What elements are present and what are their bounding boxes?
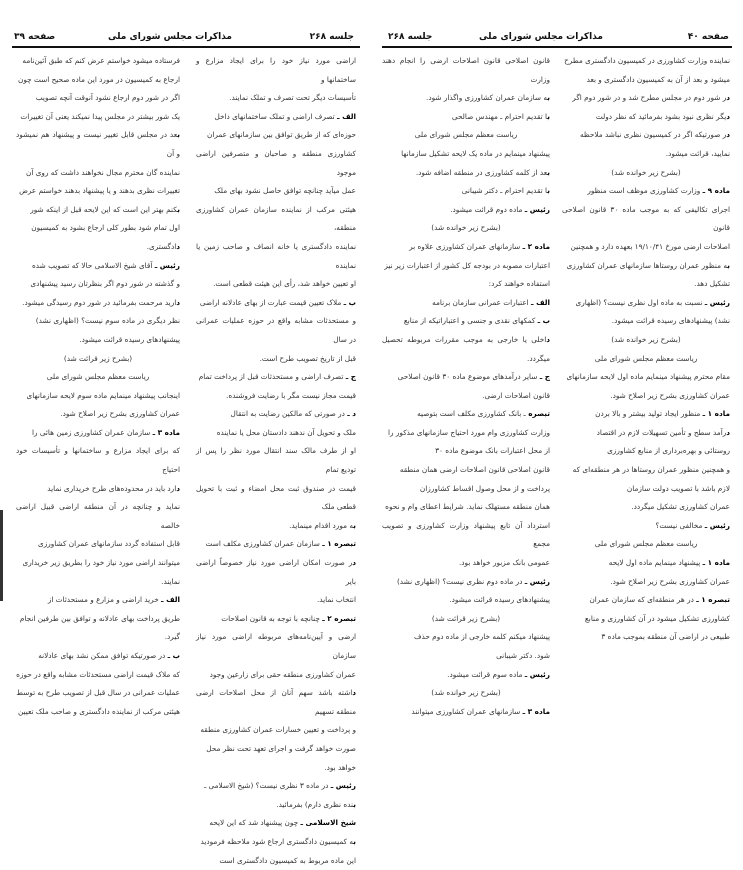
text-line: نمایند. — [161, 576, 180, 586]
text-line: پرداخت و از محل وصول اقساط کشاورزان — [419, 483, 550, 493]
text-line: وزارت کشاورزی وام مورد احتیاج سازمانهای مذکور را — [388, 427, 550, 437]
text-line: اینجانب پیشنهاد مینمایم ماده سوم لایحه سازمانهای — [26, 390, 180, 400]
text-line: عمران کشاورزی تشکیل میگردد. — [631, 502, 730, 512]
text-line: استرداد آن تابع پیشنهاد وزارت کشاورزی و تصویب مجمع — [382, 520, 550, 549]
text-line: رئیس ـ نسبت به ماده اول نظری نیست؟ (اظهاری — [575, 297, 730, 307]
text-line: در صورتیکه اگر در کمیسیون نظری نباشد ملاحظه — [579, 130, 730, 140]
text-line: گیرد. — [164, 632, 180, 642]
text-line: با تقدیم احترام ـ مهندس صالحی — [451, 111, 550, 121]
text-line: فرستاده میشود خواستم عرض کنم که طبق آئین‌نامه — [22, 56, 180, 65]
text-line: تبصره ۲ ـ چنانچه با توجه به قانون اصلاحات — [221, 613, 356, 623]
text-line: رئیس ـ مخالفی نیست؟ — [655, 520, 730, 530]
text-line: (بشرح زیر قرائت شد) — [63, 353, 133, 363]
text-line: ریاست معظم مجلس شورای ملی — [46, 372, 150, 382]
text-line: بکنم بهتر این است که این لایحه قبل از اینکه شور — [30, 204, 180, 214]
text-line: و همچنین منظور عمران روستاها در هر منطقه‌ای که — [572, 465, 730, 475]
left-page-title: مذاکرات مجلس شورای ملی — [107, 32, 232, 42]
text-line: عمومی بانک مزبور خواهد بود. — [458, 558, 550, 568]
text-line: کشاورزی منطقه و صاحبان و متصرفین اراضی موجود — [196, 148, 356, 177]
text-line: قیمت در صندوق ثبت محل امضاء و ثبت با تحویل قطعی ملک — [196, 483, 356, 512]
left-page-header — [0, 32, 372, 46]
text-line: قانون اصلاحی قانون اصلاحات ارضی همان منطقه — [399, 465, 550, 475]
text-line: بعد از کلمه کشاورزی در منطقه اضافه شود. — [415, 167, 550, 177]
text-line: ریاست معظم مجلس شورای ملی — [414, 130, 518, 140]
right-page-title: مذاکرات مجلس شورای ملی — [478, 32, 603, 42]
text-line: تغییرات نظری بدهند و یا پیشنهاد بدهند خواستم عرض — [19, 186, 180, 196]
text-line: دارید مرحمت بفرمائید در شور دوم رسیدگی میشود. — [22, 297, 180, 307]
text-line: ب ـ کمکهای نقدی و جنسی و اعتباراتیکه از منابع — [403, 316, 550, 326]
text-line: شیخ الاسلامی ـ چون پیشنهاد شد که این لایحه — [209, 818, 356, 828]
text-line: شود. دکتر شیبانی — [496, 651, 550, 660]
text-line: حوزه‌ای که از طریق توافق بین سازمانهای عمران — [207, 130, 356, 140]
text-line: (بشرح زیر خوانده شد) — [431, 688, 501, 698]
text-line: (بشرح زیر قرائت شد) — [431, 613, 501, 623]
text-line: قابل استفاده گردد سازمانهای عمران کشاورزی — [38, 539, 180, 549]
text-line: ماده ۳ ـ سازمان عمران کشاورزی زمین هائی را — [31, 427, 180, 437]
text-line: ارضی و آیین‌نامه‌های مربوطه اراضی مورد نیاز سازمان — [196, 632, 356, 660]
text-line: د ـ در صورتی که مالکین رضایت به انتقال — [230, 409, 356, 419]
text-line: ج ـ سایر درآمدهای موضوع ماده ۳۰ قانون اصلاحی — [397, 372, 550, 382]
text-line: روستائی و بهره‌برداری از منابع کشاورزی — [607, 446, 730, 456]
text-line: داخلی یا خارجی به موجب مقررات مربوطه تحصیل میگردد. — [382, 334, 550, 363]
text-line: نظر دیگری در ماده سوم نیست؟ (اظهاری نشد) — [35, 316, 180, 326]
right-page-header — [372, 32, 743, 46]
text-line: به سازمان عمران کشاورزی واگذار شود. — [426, 93, 550, 103]
text-line: به کمیسیون دادگستری ارجاع شود ملاحظه فرمودید — [200, 836, 356, 846]
text-line: پیشنهاد میکنم کلمه خارجی از ماده دوم حذف — [413, 632, 550, 642]
text-line: طریق پرداخت بهای عادلانه و توافق بین طرفین انجام — [19, 613, 180, 623]
text-line: از محل اعتبارات بانک موضوع ماده ۳۰ — [435, 446, 550, 456]
text-line: ملک و تحویل آن ندهند دادستان محل یا نماینده — [216, 427, 356, 437]
text-line: انتخاب نماید. — [316, 595, 356, 605]
text-line: رئیس ـ در ماده دوم نظری نیست؟ (اظهاری نشد) — [396, 576, 550, 586]
scan-edge-shadow — [0, 510, 3, 601]
text-line: استفاده خواهند کرد: — [488, 279, 550, 289]
text-line: که ملاک قیمت اراضی مستحدثات مشابه واقع در حوزه — [16, 669, 180, 679]
text-line: او تعیین خواهد شد، رأی این هیئت قطعی است. — [213, 279, 356, 289]
text-line: الف ـ خرید اراضی و مزارع و مستحدثات از — [47, 595, 180, 605]
text-line: قانون اصلاحات ارضی. — [482, 390, 550, 400]
text-line: در صورت امکان اراضی مورد نیاز خصوصاً اراضی بایر — [196, 558, 356, 586]
text-line: درآمد سطح و تأمین تسهیلات لازم در اقتصاد — [596, 427, 730, 437]
text-line: ماده ۱ ـ منظور ایجاد تولید بیشتر و بالا بردن — [595, 409, 730, 419]
left-page-left-column — [16, 52, 180, 721]
text-line: مقام محترم پیشنهاد مینمایم ماده اول لایحه سازمانهای — [566, 372, 730, 382]
text-line: (بشرح زیر خوانده شد) — [611, 334, 681, 344]
text-line: الف ـ اعتبارات عمرانی سازمان برنامه — [432, 297, 550, 307]
text-line: عمران کشاورزی بشرح زیر اصلاح شود. — [610, 576, 730, 586]
text-line: ج ـ تصرف اراضی و مستحدثات قبل از پرداخت تمام — [198, 372, 356, 382]
text-line: ب ـ در صورتیکه توافق ممکن نشد بهای عادلانه — [38, 651, 180, 660]
text-line: پیشنهاد مینمایم در ماده یک لایحه تشکیل سازمانها — [401, 148, 550, 158]
text-line: یک شور بیشتر در مجلس پیدا نمیکند یعنی آن تغییرات — [20, 111, 180, 121]
text-line: عمل میآید چنانچه توافق حاصل نشود بهای ملک — [214, 186, 356, 196]
text-line: عمران کشاورزی بشرح زیر اصلاح شود. — [60, 409, 180, 419]
text-line: پیشنهادهای رسیده قرائت میشود. — [449, 595, 550, 605]
text-line: که برای ایجاد مزارع و ساختمانها و تأسیسات خود احتیاج — [16, 446, 180, 475]
text-line: ارجاع به کمیسیون در مورد این ماده صحیح است چون — [18, 74, 180, 84]
text-line: رئیس ـ در ماده ۳ نظری نیست؟ (شیخ الاسلامی ـ — [204, 781, 356, 791]
right-page-right-column — [562, 52, 730, 647]
text-line: قیمت مجاز نیست مگر با رضایت فروشنده. — [226, 390, 356, 400]
text-line: قانون اصلاحی قانون اصلاحات ارضی را انجام دهند وزارت — [382, 56, 550, 84]
right-header-rule — [382, 46, 732, 48]
text-line: اصلاحات ارضی مورخ ۱۹/۱۰/۴۱ بعهده دارد و همچنین — [570, 241, 730, 251]
text-line: اول تمام شود بطور کلی ارجاع بشود به کمیسیون — [31, 223, 180, 233]
text-line: اجرای تکالیفی که به موجب ماده ۳۰ قانون اصلاحی قانون — [562, 204, 730, 233]
right-page-left-column — [382, 52, 550, 721]
text-line: تبصره ـ بانک کشاورزی مکلف است بتوصیه — [417, 409, 550, 419]
left-header-rule — [12, 46, 360, 48]
right-page-number: صفحه ۴۰ — [687, 32, 729, 42]
text-line: این ماده مربوط به کمیسیون دادگستری است — [219, 855, 356, 865]
text-line: ماده ۳ ـ سازمانهای عمران کشاورزی میتوانند — [411, 706, 550, 716]
text-line: داشته باشد سهم آنان از محل اصلاحات ارضی منطقه تسهیم — [196, 688, 356, 716]
text-line: به مورد اقدام مینماید. — [289, 520, 356, 530]
text-line: صورت خواهد گرفت و اجرای تعهد تحت نظر محل — [206, 743, 356, 753]
text-line: لازم باشد با تصویب دولت سازمان — [626, 483, 730, 493]
text-line: ماده ۲ ـ سازمانهای عمران کشاورزی علاوه بر — [409, 241, 550, 251]
text-line: میتوانند اراضی مورد نیاز خود را بطریق زیر خریداری — [22, 558, 180, 568]
text-line: ماده ۱ ـ پیشنهاد مینمایم ماده اول لایحه — [608, 558, 730, 568]
text-line: رئیس ـ ماده سوم قرائت میشود. — [447, 669, 550, 679]
text-line: دادگستری. — [146, 241, 180, 251]
text-line: با تقدیم احترام ـ دکتر شیبانی — [461, 186, 550, 196]
text-line: عملیات عمرانی در سال قبل از تصویب طرح به توسط — [16, 688, 180, 698]
left-page-session: جلسه ۲۶۸ — [309, 32, 354, 42]
text-line: (بشرح زیر خوانده شد) — [611, 167, 681, 177]
text-line: اگر در شور دوم ارجاع نشود آنوقت آنچه تصویب — [35, 93, 180, 103]
text-line: میشود و بعد از آن به کمیسیون دادگستری و بعد — [586, 74, 730, 84]
text-line: او از طرف مالک سند انتقال مورد نظر را پس از تودیع تمام — [196, 446, 356, 475]
left-page-right-column — [196, 52, 356, 870]
text-line: ب ـ ملاک تعیین قیمت عبارت از بهای عادلانه اراضی — [199, 297, 356, 307]
text-line: نمایید، قرائت میشود. — [665, 148, 730, 158]
text-line: نماینده دادگستری یا خانه انصاف و صاحب زمین یا نماینده — [196, 241, 356, 270]
text-line: اراضی مورد نیاز خود را برای ایجاد مزارع و ساختمانها و — [196, 56, 356, 84]
text-line: در شور دوم در مجلس مطرح شد و در شور دوم اگر — [572, 93, 730, 103]
text-line: همان منطقه مستهلک نماید. شرایط اعطای وام و نحوه — [385, 502, 550, 512]
text-line: رئیس ـ آقای شیخ الاسلامی حالا که تصویب شده — [31, 260, 180, 270]
text-line: به منظور عمران روستاها سازمانهای عمران کشاورزی — [566, 260, 730, 270]
text-line: تبصره ۱ ـ در هر منطقه‌ای که سازمان عمران — [589, 595, 730, 605]
text-line: طبیعی در اراضی آن منطقه بموجب ماده ۳ — [601, 632, 730, 642]
text-line: خواهد بود. — [324, 762, 356, 772]
text-line: الف ـ تصرف اراضی و تملک ساختمانهای داخل — [214, 111, 356, 121]
text-line: ریاست معظم مجلس شورای ملی — [594, 539, 698, 549]
text-line: و گذشته در شور دوم اگر بنظرتان رسید پیشنهادی — [30, 279, 180, 289]
text-line: عمران کشاورزی بشرح زیر اصلاح شود. — [610, 390, 730, 400]
text-line: تأسیسات دیگر تحت تصرف و تملک نمایند. — [229, 93, 356, 103]
text-line: پیشنهادهای رسیده قرائت میشود. — [79, 334, 180, 344]
text-line: دارد باید در محدوده‌های طرح خریداری نماید — [47, 483, 180, 493]
right-page-session: جلسه ۲۶۸ — [388, 32, 433, 42]
text-line: نشد) پیشنهادهای رسیده قرائت میشود. — [611, 316, 730, 326]
text-line: ماده ۹ ـ وزارت کشاورزی موظف است منظور — [587, 186, 730, 196]
text-line: هیئتی مرکب از نماینده دادگستری و صاحب ملک تعیین — [17, 706, 180, 716]
text-line: (بشرح زیر خوانده شد) — [431, 223, 501, 233]
right-page — [372, 0, 743, 716]
text-line: و پرداخت و تعیین خسارات عمران کشاورزی منطقه — [200, 725, 356, 735]
text-line: ریاست معظم مجلس شورای ملی — [594, 353, 698, 363]
text-line: بعد در مجلس قابل تغییر نیست و پیشنهاد هم نمیشود و آن — [16, 130, 180, 158]
text-line: دیگر نظری نبود بشود بفرمائید که نظر دولت — [595, 111, 730, 121]
left-page — [0, 0, 372, 865]
text-line: نماینده وزارت کشاورزی در کمیسیون دادگستری مطرح — [564, 56, 730, 65]
text-line: اعتبارات مصوبه در بودجه کل کشور از اعتبارات زیر نیز — [384, 260, 550, 270]
text-line: عمران کشاورزی منطقه حقی برای زارعین وجود — [209, 669, 356, 679]
text-line: رئیس ـ ماده دوم قرائت میشود. — [450, 204, 550, 214]
text-line: تبصره ۱ ـ سازمان عمران کشاورزی مکلف است — [205, 539, 356, 549]
text-line: بنده نظری دارم) بفرمائید. — [276, 799, 356, 809]
text-line: هیئتی مرکب از نماینده سازمان عمران کشاورزی منطقه، — [196, 204, 356, 233]
text-line: نماینده گان محترم مجال نخواهند داشت که روی آن — [26, 167, 180, 177]
text-line: نماید و چنانچه در آن منطقه اراضی قبیل اراضی خالصه — [16, 502, 180, 530]
text-line: کشاورزی تشکیل میشود در آن کشاورزی و منابع — [584, 613, 730, 623]
text-line: تشکیل دهد. — [694, 279, 730, 289]
text-line: قبل از تاریخ تصویب طرح است. — [259, 353, 356, 363]
text-line: و مستحدثات مشابه واقع در حوزه عملیات عمرانی در سال — [196, 316, 356, 344]
left-page-number: صفحه ۳۹ — [14, 32, 56, 42]
